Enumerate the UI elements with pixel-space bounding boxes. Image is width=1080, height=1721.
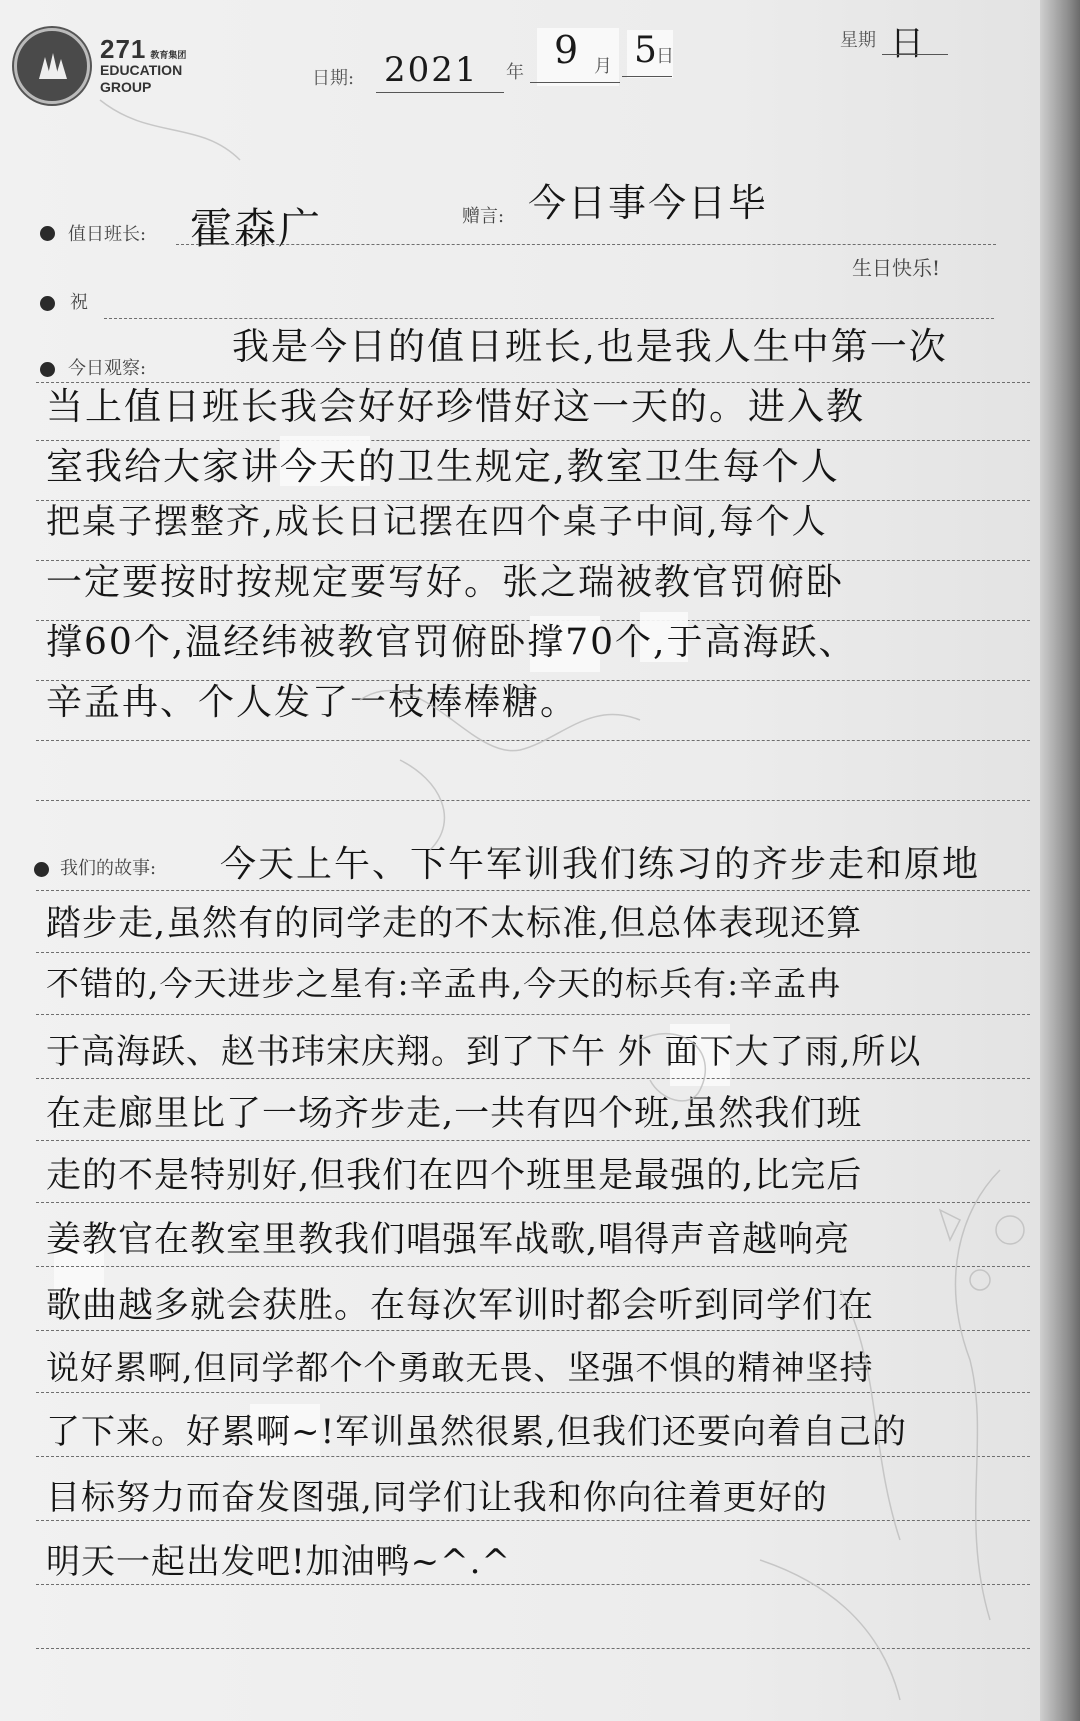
- observation-line-7: 辛孟冉、个人发了一枝棒棒糖。: [46, 682, 579, 723]
- wish-text: 生日快乐!: [852, 256, 941, 280]
- date-day: 5: [634, 30, 657, 71]
- story-line-1: 今天上午、下午军训我们练习的齐步走和原地: [220, 844, 981, 885]
- brand-en-1: EDUCATION: [100, 62, 183, 79]
- observation-line-1: 我是今日的值日班长,也是我人生中第一次: [232, 325, 948, 368]
- story-label: 我们的故事:: [60, 858, 157, 879]
- story-line-8: 歌曲越多就会获胜。在每次军训时都会听到同学们在: [46, 1286, 875, 1326]
- observation-label: 今日观察:: [68, 358, 147, 379]
- brand-en-2: GROUP: [100, 79, 152, 96]
- story-line-7: 姜教官在教室里教我们唱强军战歌,唱得声音越响亮: [46, 1220, 851, 1260]
- story-line-9: 说好累啊,但同学都个个勇敢无畏、坚强不惧的精神坚持: [46, 1348, 874, 1387]
- date-year: 2021: [384, 50, 479, 90]
- story-line-10: 了下来。好累啊~!军训虽然很累,但我们还要向着自己的: [46, 1412, 907, 1452]
- wish-label: 祝: [70, 292, 88, 313]
- brand-number: 271: [100, 34, 147, 64]
- date-month: 9: [554, 28, 579, 72]
- brand-cn: 教育集团: [150, 50, 187, 60]
- story-line-3: 不错的,今天进步之星有:辛孟冉,今天的标兵有:辛孟冉: [46, 964, 842, 1003]
- motto-label: 赠言:: [462, 206, 505, 227]
- motto-text: 今日事今日毕: [528, 181, 769, 225]
- story-line-2: 踏步走,虽然有的同学走的不太标准,但总体表现还算: [46, 904, 863, 944]
- story-line-12: 明天一起出发吧!加油鸭~^.^: [46, 1542, 511, 1582]
- story-line-11: 目标努力而奋发图强,同学们让我和你向往着更好的: [46, 1478, 828, 1518]
- observation-line-4: 把桌子摆整齐,成长日记摆在四个桌子中间,每个人: [46, 502, 828, 542]
- observation-line-6: 撑60个,温经纬被教官罚俯卧撑70个,于高海跃、: [46, 622, 857, 663]
- weekday-underline: [882, 54, 948, 55]
- month-unit: 月: [594, 56, 612, 77]
- weekday-value: 日: [890, 24, 924, 64]
- day-unit: 日: [656, 46, 674, 67]
- duty-name: 霍森广: [190, 204, 323, 253]
- weekday-label: 星期: [840, 30, 876, 51]
- duty-label: 值日班长:: [68, 224, 147, 245]
- story-line-5: 在走廊里比了一场齐步走,一共有四个班,虽然我们班: [46, 1094, 863, 1134]
- observation-line-3: 室我给大家讲今天的卫生规定,教室卫生每个人: [46, 445, 840, 488]
- date-label: 日期:: [312, 68, 355, 89]
- year-unit: 年: [506, 62, 524, 83]
- floral-watermark: [0, 60, 1040, 1721]
- story-line-4: 于高海跃、赵书玮宋庆翔。到了下午 外 面下大了雨,所以: [46, 1032, 922, 1072]
- observation-line-2: 当上值日班长我会好好珍惜好这一天的。进入教: [46, 385, 865, 428]
- story-line-6: 走的不是特别好,但我们在四个班里是最强的,比完后: [46, 1156, 863, 1196]
- observation-line-5: 一定要按时按规定要写好。张之瑞被教官罚俯卧: [46, 562, 845, 603]
- notebook-edge: [1040, 0, 1080, 1721]
